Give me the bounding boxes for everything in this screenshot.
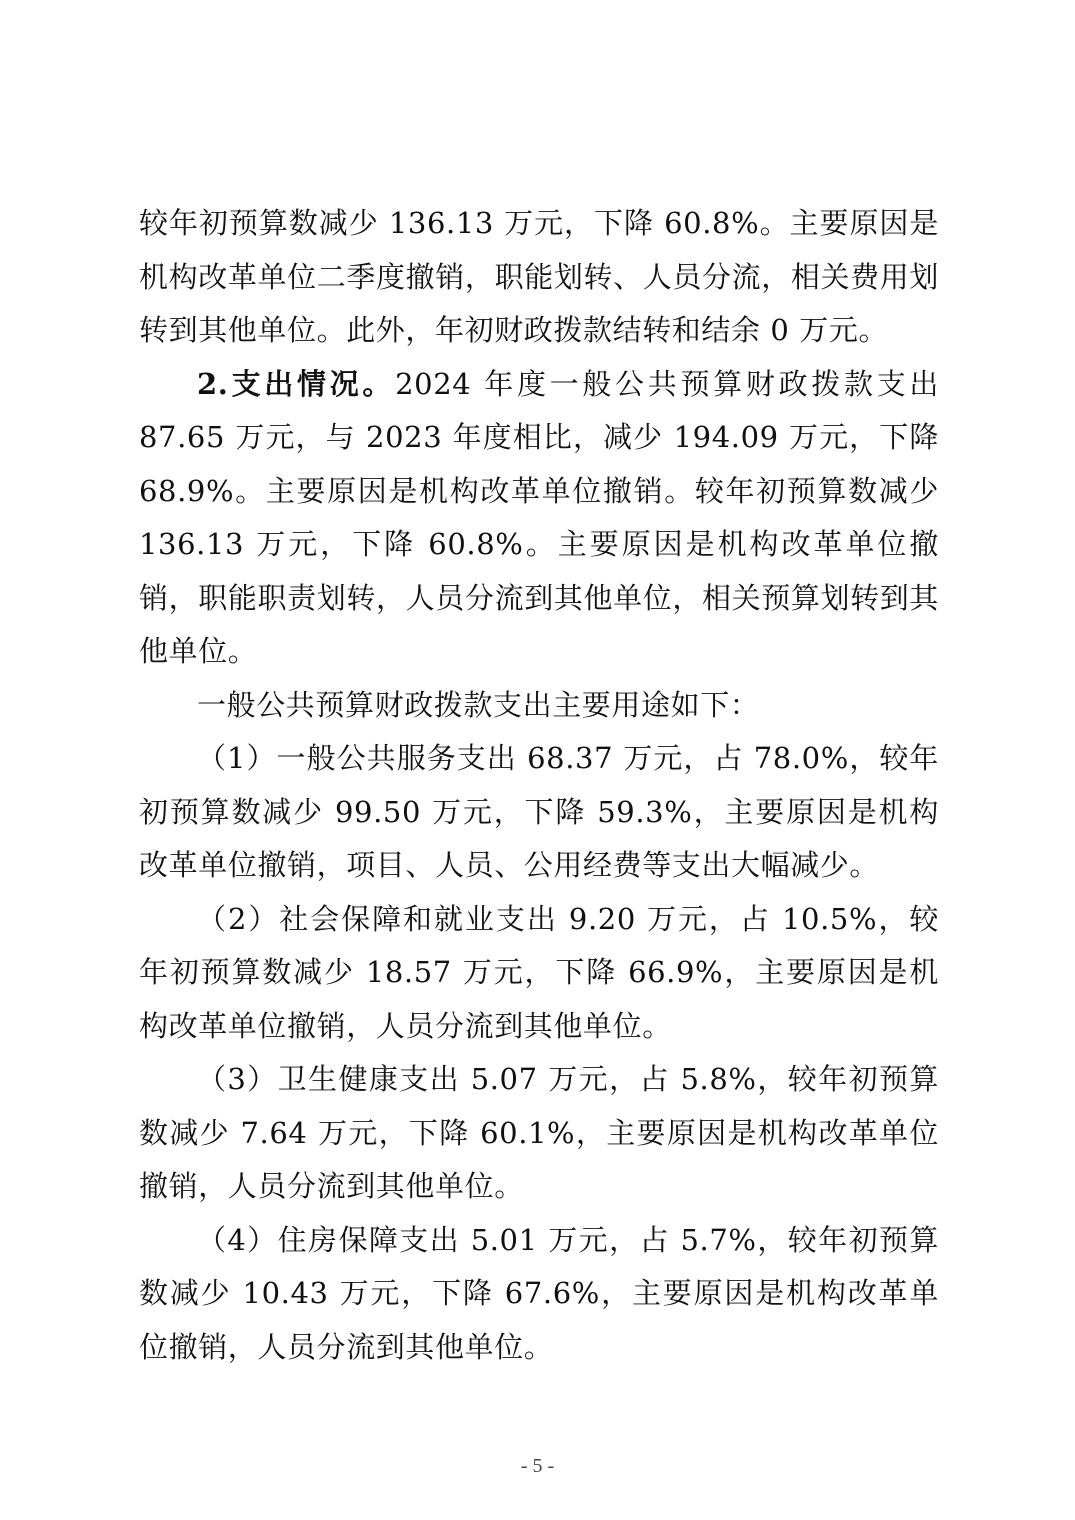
section-heading-expenditure: 2.支出情况。 [197,366,396,401]
paragraph-item-housing [139,1214,939,1375]
paragraph-text: 一般公共预算财政拨款支出主要用途如下： [197,687,760,722]
paragraph-usage-intro [139,679,939,733]
document-body [139,197,939,1374]
paragraph-text: （4）住房保障支出 5.01 万元，占 5.7%，较年初预算数减少 10.43 万元，下降 67.6%，主要原因是机构改革单位撤销，人员分流到其他单位。 [139,1222,939,1364]
paragraph-budget-income-continued [139,197,939,358]
paragraph-text: （3）卫生健康支出 5.07 万元，占 5.8%，较年初预算数减少 7.64 万元，下降 60.1%，主要原因是机构改革单位撤销，人员分流到其他单位。 [139,1062,939,1203]
paragraph-text: 2024 年度一般公共预算财政拨款支出 87.65 万元，与 2023 年度相比，减少 194.09 万元，下降 68.9%。主要原因是机构改革单位撤销。较年初预算数减少 136.13 万元，下降 60.8%。主要原因是机构改革单位撤销，职能职责划转，人员分流到其他单位，相关预算划转到其他单位。 [139,366,939,668]
paragraph-expenditure-overview [139,358,939,679]
paragraph-item-general-public-services [139,732,939,893]
paragraph-item-social-security [139,893,939,1054]
paragraph-item-health [139,1053,939,1214]
paragraph-text: 较年初预算数减少 136.13 万元，下降 60.8%。主要原因是机构改革单位二季度撤销，职能划转、人员分流，相关费用划转到其他单位。此外，年初财政拨款结转和结余 0 万元。 [139,206,939,347]
page-number: - 5 - [520,1455,555,1477]
paragraph-text: （2）社会保障和就业支出 9.20 万元，占 10.5%，较年初预算数减少 18.57 万元，下降 66.9%，主要原因是机构改革单位撤销，人员分流到其他单位。 [139,901,939,1043]
paragraph-text: （1）一般公共服务支出 68.37 万元，占 78.0%，较年初预算数减少 99.50 万元，下降 59.3%，主要原因是机构改革单位撤销，项目、人员、公用经费等支出大幅减少。 [139,741,939,882]
